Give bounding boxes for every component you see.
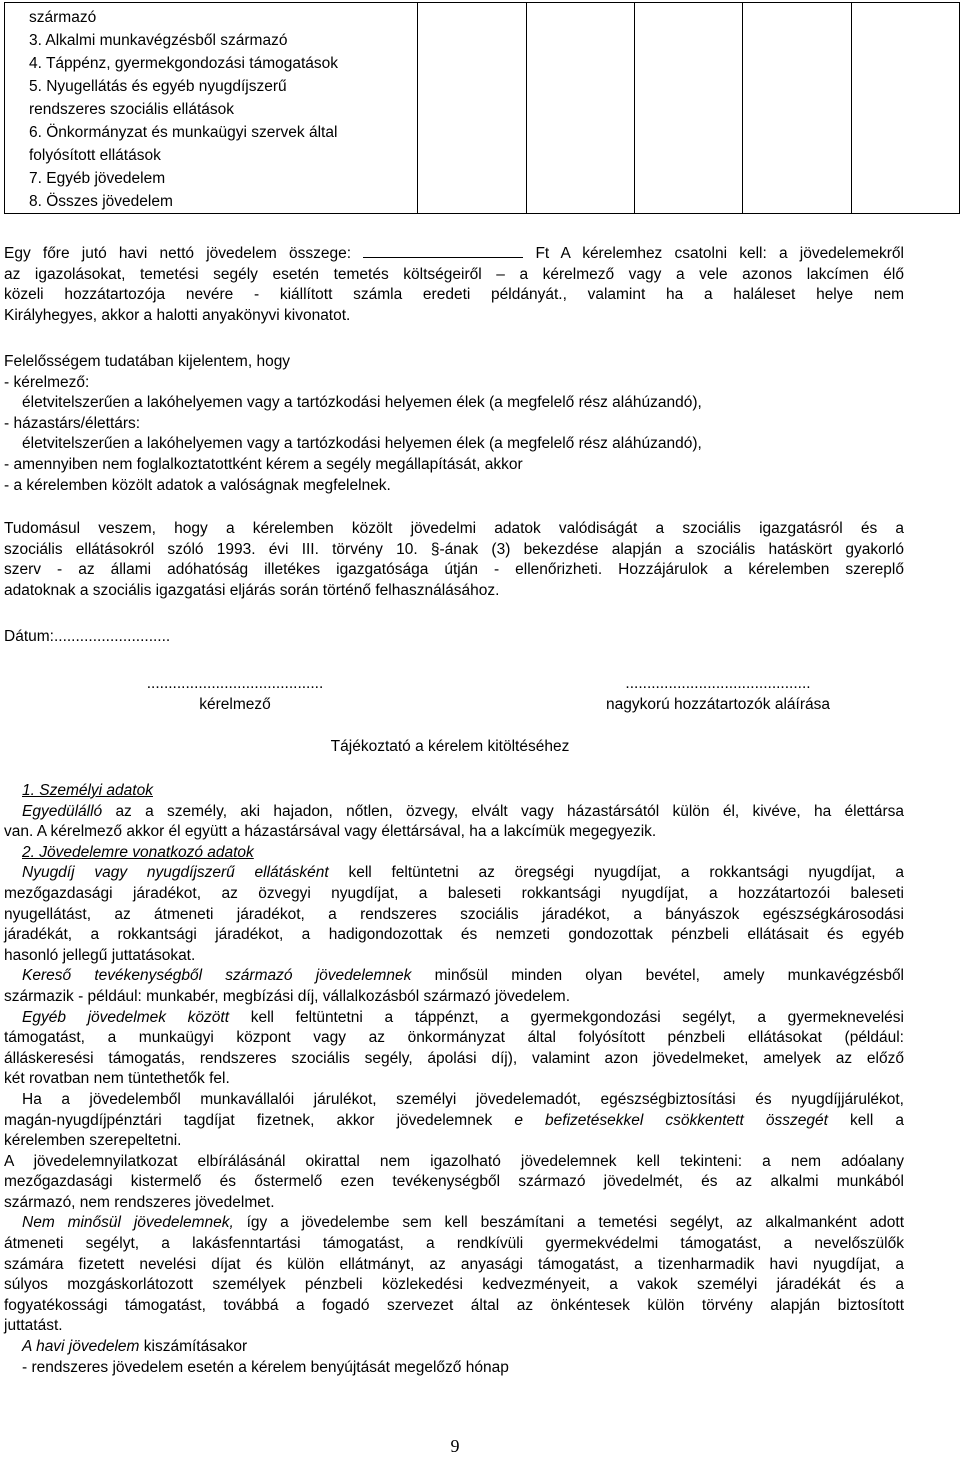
declaration-line: - házastárs/élettárs: <box>4 414 141 432</box>
term-single: Egyedülálló <box>22 802 103 820</box>
info-line: A jövedelemnyilatkozat elbírálásánál okirattal nem igazolható jövedelemnek kell tekinteni: a nem adóalany <box>4 1152 904 1170</box>
info-line: Ha a jövedelemből munkavállalói járulékot, személyi jövedelemadót, egészségbiztosítási és nyugdíjjárulékot, <box>22 1090 904 1108</box>
income-table <box>4 2 960 214</box>
info-line <box>4 1111 904 1132</box>
info-heading: Tájékoztató a kérelem kitöltéséhez <box>330 738 570 755</box>
info-line <box>4 802 904 823</box>
per-capita-text: Ft A kérelemhez csatolni kell: a jövedelemekről <box>535 245 904 262</box>
per-capita-paragraph <box>4 243 904 326</box>
term-other-income: Egyéb jövedelmek között <box>22 1008 230 1026</box>
info-text: magán-nyugdíjpénztári tagdíjat fizetnek, akkor jövedelemnek <box>4 1111 515 1129</box>
acknowledgement-paragraph <box>4 519 904 601</box>
income-value-cell[interactable] <box>851 3 959 214</box>
info-line: juttatást. <box>4 1317 63 1335</box>
section-heading-income: 2. Jövedelemre vonatkozó adatok <box>22 843 254 861</box>
signature-dots[interactable]: ........................................... <box>625 675 811 692</box>
signature-dots[interactable]: ......................................... <box>146 675 324 692</box>
info-line: átmeneti segélyt, a lakásfenntartási támogatást, a rendkívüli gyermekvédelmi támogatást, a nevelőszülők <box>4 1235 904 1253</box>
per-capita-amount-blank[interactable] <box>363 243 523 258</box>
table-row <box>5 3 960 214</box>
page-number: 9 <box>450 1436 460 1456</box>
per-capita-label: Egy főre jutó havi nettó jövedelem összege: <box>4 245 352 262</box>
signature-applicant <box>110 674 360 715</box>
per-capita-line: közeli hozzátartozója nevére - kiállított számla eredeti példányát., valamint ha a haláleset helye nem <box>4 286 904 304</box>
declaration-line: Felelősségem tudatában kijelentem, hogy <box>4 353 291 370</box>
info-line: származik - például: munkabér, megbízási díj, vállalkozásból származó jövedelem. <box>4 987 570 1005</box>
signature-label: nagykorú hozzátartozók aláírása <box>605 695 831 713</box>
section-title <box>4 843 904 864</box>
income-value-cell[interactable] <box>743 3 851 214</box>
income-category: 5. Nyugellátás és egyéb nyugdíjszerű <box>29 78 287 95</box>
section-heading-personal: 1. Személyi adatok <box>22 782 153 799</box>
info-line <box>4 863 904 884</box>
declaration-line: - kérelmező: <box>4 373 90 391</box>
income-category-cell <box>5 3 418 214</box>
signature-relatives <box>578 674 858 715</box>
info-text: kiszámításakor <box>139 1338 248 1356</box>
info-text: az a személy, aki hajadon, nőtlen, özvegy, elvált vagy házastársától külön él, kivéve, ha élettársa <box>102 802 904 820</box>
income-value-cell[interactable] <box>418 3 526 214</box>
declaration-line: - a kérelemben közölt adatok a valóságnak megfelelnek. <box>4 476 391 494</box>
income-value-cell[interactable] <box>635 3 743 214</box>
signature-label: kérelmező <box>199 695 271 713</box>
term-reduced-amount: e befizetésekkel csökkentett összegét <box>514 1111 828 1129</box>
info-line: kérelemben szerepeltetni. <box>4 1132 182 1150</box>
income-category: 3. Alkalmi munkavégzésből származó <box>29 32 288 49</box>
income-category-cont: rendszeres szociális ellátások <box>29 101 235 118</box>
info-line <box>4 966 904 987</box>
income-category: 4. Táppénz, gyermekgondozási támogatások <box>29 55 339 72</box>
term-earned-income: Kereső tevékenységből származó jövedelemnek <box>22 967 412 985</box>
income-category: 7. Egyéb jövedelem <box>29 170 166 187</box>
section-title <box>4 781 904 802</box>
info-line: számára fizetett nevelési díjat és külön ellátmányt, az anyasági támogatást, a tizenharmadik havi nyugdíjat, a <box>4 1255 904 1273</box>
info-text: így a jövedelembe sem kell beszámítani a temetési segélyt, az alkalmanként adott <box>233 1214 904 1232</box>
date-line[interactable]: Dátum:........................... <box>4 628 171 645</box>
info-text: minősül minden olyan bevétel, amely munkavégzésből <box>411 967 905 985</box>
income-category: 6. Önkormányzat és munkaügyi szervek által <box>29 124 338 141</box>
ack-line: szerv - az állami adóhatóság illetékes igazgatósága útján - ellenőrizheti. Hozzájárulok a kérelemben szereplő <box>4 561 904 579</box>
term-monthly-income: A havi jövedelem <box>22 1338 140 1356</box>
ack-line: Tudomásul veszem, hogy a kérelemben közölt jövedelmi adatok valódiságát a szociális igazgatásról és a <box>4 520 904 537</box>
income-value-cell[interactable] <box>526 3 634 214</box>
income-category: 8. Összes jövedelem <box>29 193 173 210</box>
info-line: támogatást, a munkaügyi központ vagy az önkormányzat által folyósított pénzbeli ellátásokat (például: <box>4 1029 904 1047</box>
income-category: származó <box>29 9 97 26</box>
info-line: - rendszeres jövedelem esetén a kérelem benyújtását megelőző hónap <box>22 1358 509 1376</box>
term-pension: Nyugdíj vagy nyugdíjszerű ellátásként <box>22 864 329 882</box>
ack-line: szociális ellátásokról szóló 1993. évi III. törvény 10. §-ának (3) bekezdése alapján a szociális hatáskört gyakorló <box>4 540 904 558</box>
declaration-paragraph <box>4 352 904 496</box>
declaration-line: életvitelszerűen a lakóhelyemen vagy a tartózkodási helyemen élek (a megfelelő rész aláhúzandó), <box>22 435 702 453</box>
ack-line: adatoknak a szociális igazgatási eljárás során történő felhasználásához. <box>4 581 500 599</box>
term-not-income: Nem minősül jövedelemnek, <box>22 1214 234 1232</box>
info-section <box>4 781 904 1378</box>
declaration-line: - amennyiben nem foglalkoztatottként kérem a segély megállapítását, akkor <box>4 455 523 473</box>
per-capita-line: az igazolásokat, temetési segély esetén temetés költségeiről – a kérelmező vagy a vele azonos lakcímen élő <box>4 265 904 283</box>
info-line: mezőgazdasági járadékot, az özvegyi nyugdíjat, a baleseti rokkantsági nyugdíjat, a hozzátartozói baleseti <box>4 884 904 902</box>
info-line <box>4 1337 904 1358</box>
info-line: van. A kérelmező akkor él együtt a házastársával vagy élettársával, ha a lakcímük megegyezik. <box>4 823 657 841</box>
income-category-cont: folyósított ellátások <box>29 147 161 164</box>
info-line: hasonló jellegű juttatásokat. <box>4 946 196 964</box>
info-line: álláskeresési támogatás, rendszeres szociális segély, ápolási díj), valamint azon jövedelmeket, amelyek az előző <box>4 1049 904 1067</box>
info-line: mezőgazdasági kistermelő és őstermelő ezen tevékenységből származó jövedelmét, és az alkalmi munkából <box>4 1173 904 1191</box>
info-line: súlyos mozgáskorlátozott személyek pénzbeli közlekedési kedvezményeit, a vakok személyi járadékát és a <box>4 1276 904 1294</box>
info-line <box>4 1008 904 1029</box>
per-capita-line <box>4 243 904 265</box>
info-line: nyugellátást, az átmeneti járadékot, a rendszeres szociális járadékot, a bányászok egészségkárosodási <box>4 905 904 923</box>
info-text: kell a <box>827 1111 904 1129</box>
info-line <box>4 1213 904 1234</box>
info-line: két rovatban nem tüntethetők fel. <box>4 1070 230 1088</box>
info-line: fogyatékossági támogatást, továbbá a fogadó szervezet által az önkéntesek külön törvény alapján biztosított <box>4 1296 904 1314</box>
info-line: származó, nem rendszeres jövedelmet. <box>4 1193 275 1211</box>
info-line: járadékát, a rokkantsági járadékot, a hadigondozottak és nemzeti gondozottak pénzbeli ellátásait és egyéb <box>4 926 904 944</box>
info-text: kell feltüntetni az öregségi nyugdíjat, a rokkantsági nyugdíjat, a <box>328 864 904 882</box>
declaration-line: életvitelszerűen a lakóhelyemen vagy a tartózkodási helyemen élek (a megfelelő rész aláhúzandó), <box>22 394 702 412</box>
per-capita-line: Királyhegyes, akkor a halotti anyakönyvi kivonatot. <box>4 306 351 324</box>
info-text: kell feltüntetni a táppénzt, a gyermekgondozási segélyt, a gyermeknevelési <box>229 1008 904 1026</box>
